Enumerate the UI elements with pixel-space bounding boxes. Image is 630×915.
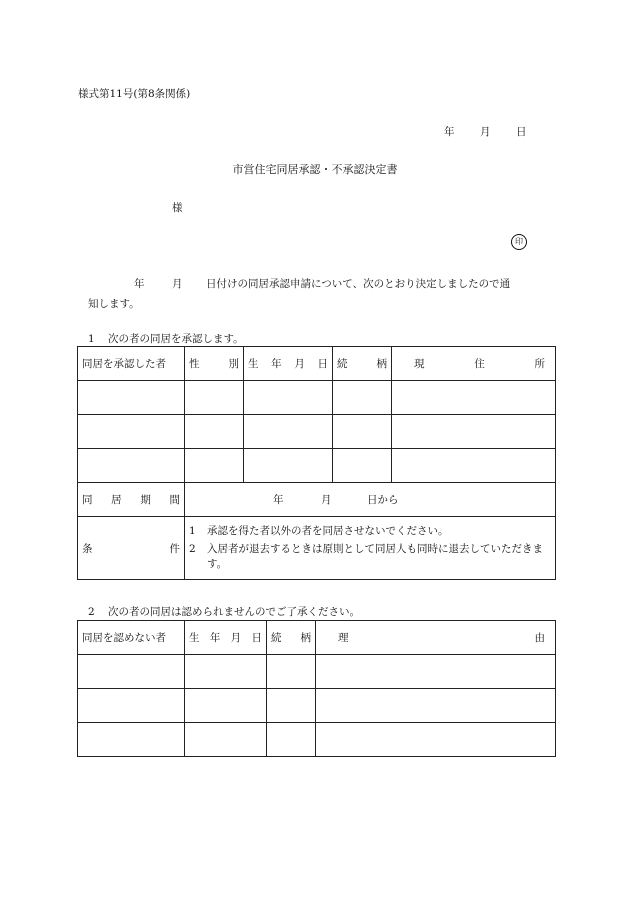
col-gender: 性 別 [185,347,244,381]
date-line [444,124,527,139]
approved-header-row [78,347,556,381]
table-row [78,689,556,723]
section2-number: 2 [88,606,95,618]
section1-number: 1 [88,333,95,345]
conditions-label: 条 件 [78,517,185,580]
section1-heading [88,331,244,346]
section2-heading [88,604,360,619]
date-day: 日 [516,126,527,138]
period-row [78,483,556,517]
period-from: 日から [367,494,399,506]
col-relation: 続 柄 [267,621,316,655]
col-relation: 続 柄 [333,347,392,381]
condition-item: 2 入居者が退去するときは原則として同居人も同時に退去していただきます。 [189,543,543,570]
conditions-list [185,517,556,580]
denied-header-row [78,621,556,655]
col-reason: 理 由 [316,621,556,655]
document-title: 市営住宅同居承認・不承認決定書 [232,163,398,176]
period-month: 月 [321,494,332,506]
notice-year: 年 [134,278,145,290]
condition-item: 1 承認を得た者以外の者を同居させないでください。 [189,525,449,537]
section2-heading-text: 次の者の同居は認められませんのでご了承ください。 [108,606,360,618]
notice-line-1 [78,274,556,294]
table-row [78,723,556,757]
col-birthdate: 生 年 月 日 [244,347,333,381]
col-approved-person: 同居を承認した者 [78,347,185,381]
period-value[interactable] [185,483,556,517]
notice-text-1: 日付けの同居承認申請について、次のとおり決定しましたので通 [206,278,511,290]
table-row [78,655,556,689]
notice-month: 月 [172,278,183,290]
col-birthdate: 生 年 月 日 [185,621,267,655]
col-denied-person: 同居を認めない者 [78,621,185,655]
table-row [78,415,556,449]
col-address: 現 住 所 [392,347,556,381]
table-row [78,381,556,415]
period-label: 同 居 期 間 [78,483,185,517]
notice-text-2: 知します。 [88,298,140,310]
notice-text [78,274,556,314]
table-row [78,449,556,483]
period-year: 年 [273,494,284,506]
section1-heading-text: 次の者の同居を承認します。 [108,333,244,345]
addressee-suffix: 様 [172,202,183,214]
date-year: 年 [444,126,455,138]
form-number: 様式第11号(第8条関係) [78,88,191,100]
seal-mark: 印 [511,234,527,250]
denied-table [77,620,556,757]
date-month: 月 [480,126,491,138]
approved-table [77,346,556,580]
conditions-row [78,517,556,580]
